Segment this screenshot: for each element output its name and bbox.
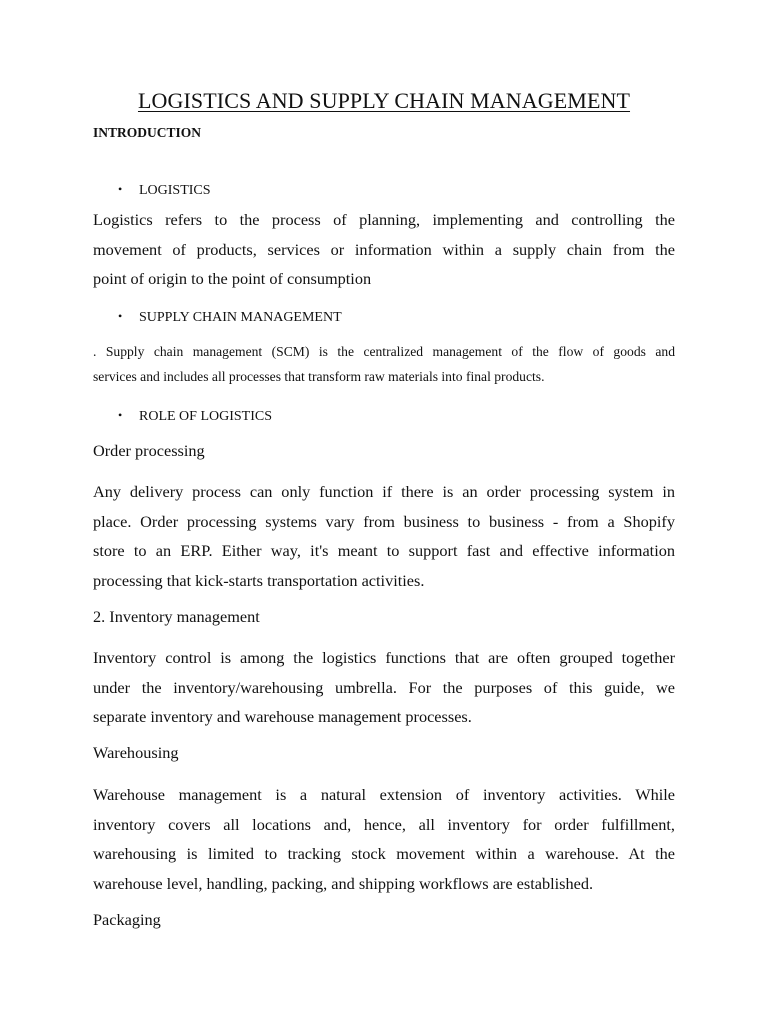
- section-heading-warehousing: Warehousing: [93, 743, 179, 762]
- warehousing-paragraph: [93, 780, 675, 898]
- bullet-role: [118, 406, 272, 426]
- paragraph-line: Warehouse management is a natural extension of inventory activities. While: [93, 785, 675, 804]
- paragraph-line: services and includes all processes that transform raw materials into final products.: [93, 369, 545, 384]
- order-processing-paragraph: [93, 477, 675, 595]
- section-heading-packaging: Packaging: [93, 910, 161, 929]
- bullet-logistics: [118, 180, 211, 200]
- paragraph-line: store to an ERP. Either way, it's meant to support fast and effective information: [93, 541, 675, 560]
- bullet-icon: •: [118, 408, 123, 422]
- paragraph-line: Any delivery process can only function if there is an order processing system in: [93, 482, 675, 501]
- paragraph-line: warehousing is limited to tracking stock movement within a warehouse. At the: [93, 844, 675, 863]
- bullet-icon: •: [118, 309, 123, 323]
- paragraph-line: inventory covers all locations and, hence, all inventory for order fulfillment,: [93, 814, 675, 834]
- bullet-label: SUPPLY CHAIN MANAGEMENT: [139, 310, 342, 325]
- paragraph-line: processing that kick-starts transportation activities.: [93, 570, 425, 590]
- scm-paragraph: [93, 339, 675, 389]
- inventory-paragraph: [93, 643, 675, 732]
- paragraph-line: Inventory control is among the logistics functions that are often grouped together: [93, 648, 675, 667]
- bullet-icon: •: [118, 182, 123, 196]
- paragraph-line: place. Order processing systems vary from business to business - from a Shopify: [93, 511, 675, 531]
- bullet-label: LOGISTICS: [139, 183, 211, 198]
- document-title: LOGISTICS AND SUPPLY CHAIN MANAGEMENT: [137, 88, 631, 113]
- paragraph-line: under the inventory/warehousing umbrella. For the purposes of this guide, we: [93, 677, 675, 697]
- section-heading-order-processing: Order processing: [93, 441, 205, 460]
- bullet-label: ROLE OF LOGISTICS: [139, 409, 273, 424]
- paragraph-line: . Supply chain management (SCM) is the centralized management of the flow of goods and: [93, 344, 675, 359]
- section-heading-inventory: 2. Inventory management: [93, 607, 260, 626]
- intro-heading: INTRODUCTION: [93, 125, 202, 140]
- paragraph-line: warehouse level, handling, packing, and shipping workflows are established.: [93, 873, 594, 893]
- paragraph-line: point of origin to the point of consumption: [93, 269, 372, 288]
- paragraph-line: Logistics refers to the process of planning, implementing and controlling the: [93, 210, 675, 229]
- paragraph-line: movement of products, services or information within a supply chain from the: [93, 239, 675, 259]
- paragraph-line: separate inventory and warehouse management processes.: [93, 707, 472, 726]
- bullet-scm: [118, 307, 342, 327]
- logistics-paragraph: [93, 205, 675, 294]
